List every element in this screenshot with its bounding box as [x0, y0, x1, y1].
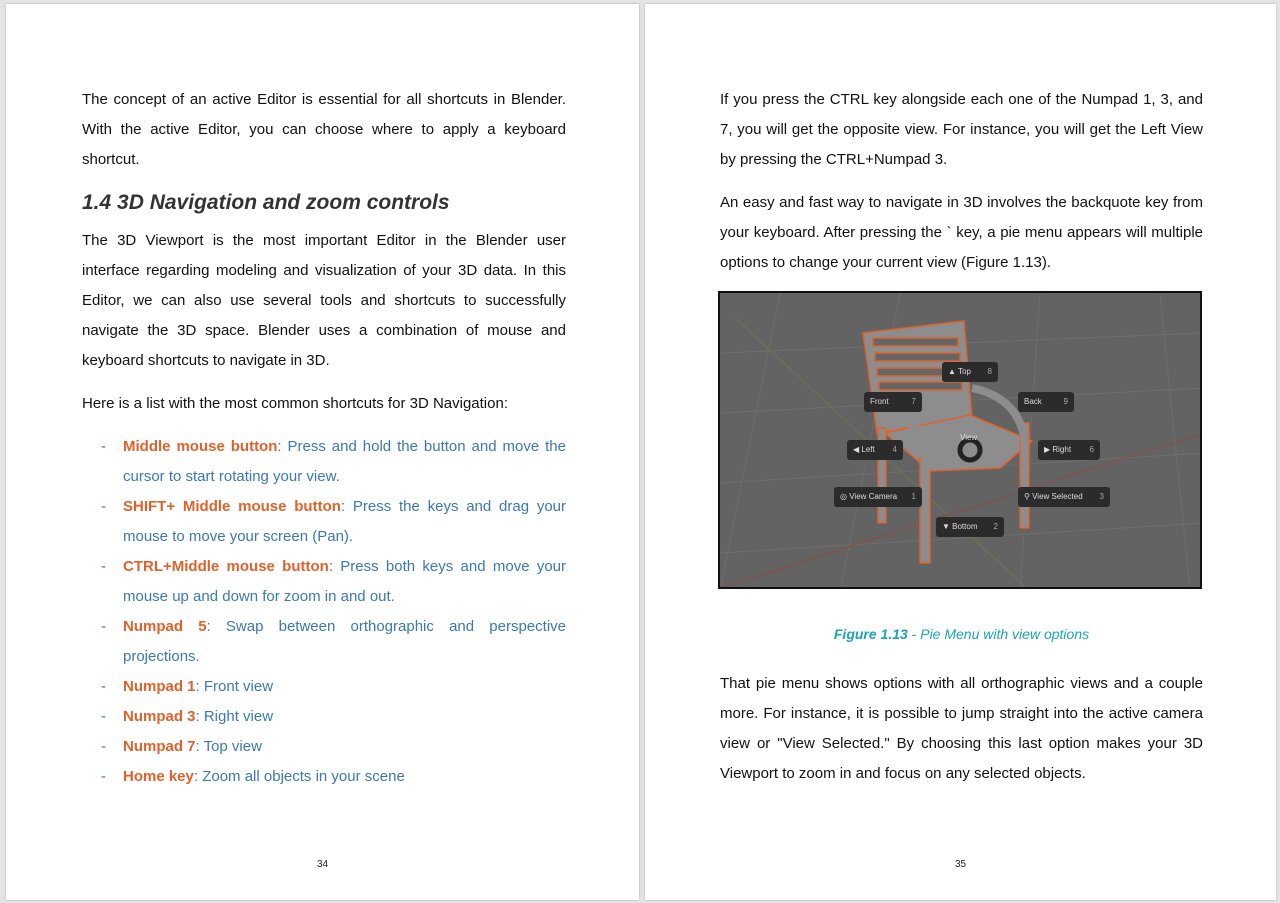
shortcut-desc: : Front view: [195, 678, 274, 695]
shortcut-key: Numpad 3: [123, 708, 196, 725]
label: Top: [958, 367, 971, 376]
dash: -: [101, 738, 106, 755]
hotkey: 9: [1063, 397, 1068, 406]
label: View Selected: [1032, 492, 1083, 501]
list-item: [82, 702, 566, 732]
list-item: [82, 732, 566, 762]
list-item: [82, 612, 566, 672]
hotkey: 7: [911, 397, 916, 406]
section-heading: 1.4 3D Navigation and zoom controls: [82, 191, 450, 214]
dash: -: [101, 768, 106, 785]
shortcut-key: Numpad 1: [123, 678, 196, 695]
list-item: [82, 432, 566, 492]
list-item: [82, 672, 566, 702]
hotkey: 6: [1089, 445, 1094, 454]
page-35: [645, 4, 1276, 900]
shortcut-desc: : Zoom all objects in your scene: [193, 768, 405, 785]
label: View Camera: [849, 492, 898, 501]
shortcut-key: Home key: [123, 768, 194, 785]
label: Left: [861, 445, 875, 454]
caption-text: - Pie Menu with view options: [907, 626, 1090, 642]
pie-title: View: [960, 433, 978, 442]
shortcut-desc: : Top view: [195, 738, 262, 755]
hotkey: 2: [993, 522, 998, 531]
backquote-paragraph: An easy and fast way to navigate in 3D involves the backquote key from your keyboard. After pressing the ` key, a pie menu appears will multiple options to change your current view (Figure 1.13).: [720, 194, 1203, 271]
pie-item-view-camera[interactable]: [834, 487, 922, 507]
shortcut-list: [82, 432, 566, 792]
camera-icon: ◎: [840, 492, 847, 501]
hotkey: 3: [1099, 492, 1104, 501]
shortcut-key: CTRL+Middle mouse button: [123, 558, 329, 575]
list-item: [82, 552, 566, 612]
zoom-selected-icon: ⚲: [1024, 492, 1030, 501]
ctrl-paragraph: If you press the CTRL key alongside each one of the Numpad 1, 3, and 7, you will get the opposite view. For instance, you will get the Left View by pressing the CTRL+Numpad 3.: [720, 91, 1203, 168]
dash: -: [101, 678, 106, 695]
page-34: [6, 4, 639, 900]
shortcut-key: SHIFT+ Middle mouse button: [123, 498, 341, 515]
page-number: 35: [954, 859, 967, 870]
pie-menu-paragraph: That pie menu shows options with all orthographic views and a couple more. For instance, it is possible to jump straight into the active camera view or "View Selected." By choosing this last option makes your 3D Viewport to zoom in and focus on any selected objects.: [720, 675, 1203, 782]
label: Back: [1024, 397, 1042, 406]
figure-caption: [720, 619, 1203, 649]
pie-item-back[interactable]: [1018, 392, 1074, 412]
list-item: [82, 762, 566, 792]
hotkey: 8: [987, 367, 992, 376]
page-number: 34: [316, 859, 329, 870]
shortcut-key: Numpad 5: [123, 618, 207, 635]
pie-item-view-selected[interactable]: [1018, 487, 1110, 507]
label: Right: [1052, 445, 1072, 454]
dash: -: [101, 438, 106, 455]
shortcut-key: Numpad 7: [123, 738, 196, 755]
pie-item-left[interactable]: ◀ Left 4: [847, 440, 903, 460]
dash: -: [101, 708, 106, 725]
shortcut-key: Middle mouse button: [123, 438, 278, 455]
pie-item-top[interactable]: ▲ Top 8: [942, 362, 998, 382]
list-intro: Here is a list with the most common shortcuts for 3D Navigation:: [82, 395, 508, 412]
list-item: [82, 492, 566, 552]
viewport-paragraph: The 3D Viewport is the most important Editor in the Blender user interface regarding modeling and visualization of your 3D data. In this Editor, we can also use several tools and shortcuts to successfully navigate the 3D space. Blender uses a combination of mouse and keyboard shortcuts to navigate in 3D.: [82, 232, 566, 369]
pie-item-front[interactable]: [864, 392, 922, 412]
shortcut-desc: : Swap between orthographic and perspective projections.: [123, 618, 566, 665]
hotkey: 1: [911, 492, 916, 501]
dash: -: [101, 498, 106, 515]
label: Bottom: [952, 522, 978, 531]
dash: -: [101, 558, 106, 575]
shortcut-desc: : Press and hold the button and move the cursor to start rotating your view.: [123, 438, 566, 485]
caption-number: Figure 1.13: [833, 626, 908, 642]
shortcut-desc: : Right view: [195, 708, 274, 725]
pie-item-bottom[interactable]: ▼ Bottom 2: [936, 517, 1004, 537]
shortcut-desc: : Press both keys and move your mouse up and down for zoom in and out.: [123, 558, 567, 605]
shortcut-desc: : Press the keys and drag your mouse to move your screen (Pan).: [123, 498, 566, 545]
dash: -: [101, 618, 106, 635]
hotkey: 4: [892, 445, 897, 454]
label: Front: [870, 397, 889, 406]
pie-menu-figure: [718, 291, 1202, 589]
intro-paragraph: The concept of an active Editor is essential for all shortcuts in Blender. With the active Editor, you can choose where to apply a keyboard shortcut.: [82, 91, 566, 168]
pie-item-right[interactable]: ▶ Right 6: [1038, 440, 1100, 460]
